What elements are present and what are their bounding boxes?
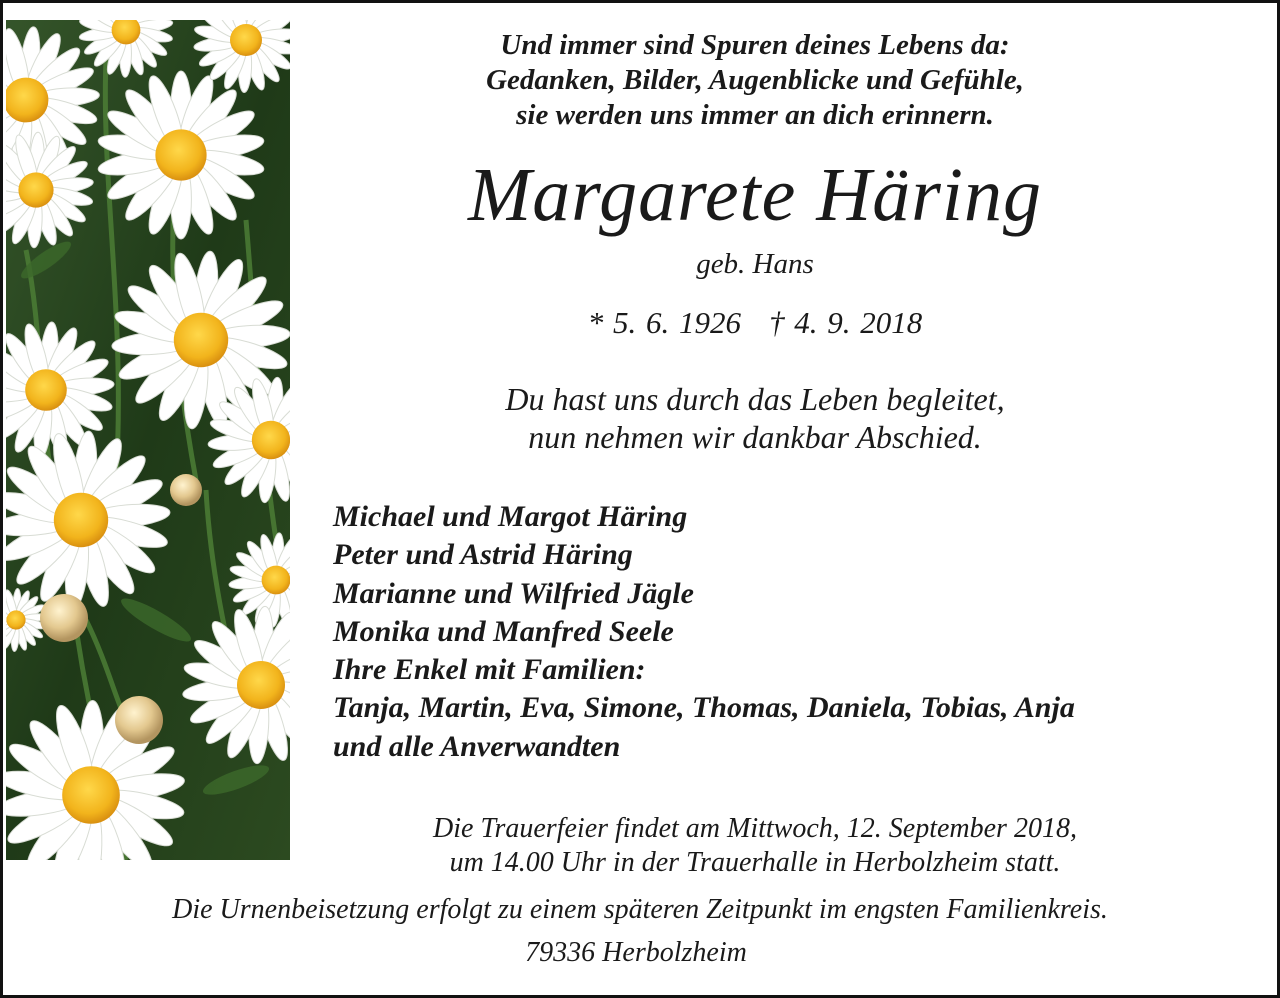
verse-line: nun nehmen wir dankbar Abschied. — [528, 419, 982, 455]
funeral-ceremony-info — [290, 812, 1220, 880]
daisy-bud — [40, 594, 88, 642]
daisy-bud — [115, 696, 163, 744]
mourner-entry: und alle Anverwandten — [333, 729, 621, 763]
opening-quote — [290, 28, 1220, 133]
life-dates — [290, 304, 1220, 342]
farewell-verse — [290, 380, 1220, 456]
ceremony-line: um 14.00 Uhr in der Trauerhalle in Herbolzheim statt. — [449, 847, 1061, 878]
verse-line: Du hast uns durch das Leben begleitet, — [505, 381, 1005, 417]
mourner-entry: Marianne und Wilfried Jägle — [333, 576, 694, 610]
deceased-name: Margarete Häring — [468, 153, 1042, 237]
mourner-entry: Monika und Manfred Seele — [333, 614, 674, 648]
place-line — [0, 936, 1280, 970]
mourner-entry: Tanja, Martin, Eva, Simone, Thomas, Daniela, Tobias, Anja — [333, 691, 1075, 725]
daisy-bud — [170, 474, 202, 506]
birth-date: * 5. 6. 1926 — [587, 305, 741, 340]
mourner-entry: Michael und Margot Häring — [333, 500, 688, 533]
quote-line: Und immer sind Spuren deines Lebens da: — [500, 29, 1010, 61]
mourner-entry: Ihre Enkel mit Familien: — [333, 653, 646, 687]
daisy-flowers-photo — [6, 20, 290, 860]
death-date: † 4. 9. 2018 — [769, 305, 923, 340]
quote-line: sie werden uns immer an dich erinnern. — [516, 99, 994, 131]
ceremony-line: Die Trauerfeier findet am Mittwoch, 12. September 2018, — [433, 813, 1077, 844]
quote-line: Gedanken, Bilder, Augenblicke und Gefühle, — [486, 64, 1024, 96]
mourners-list — [333, 498, 1075, 766]
mourner-entry: Peter und Astrid Häring — [333, 538, 633, 572]
urn-burial-info: Die Urnenbeisetzung erfolgt zu einem späteren Zeitpunkt im engsten Familienkreis. — [172, 894, 1108, 925]
maiden-name: geb. Hans — [696, 248, 814, 280]
place-postal: 79336 Herbolzheim — [525, 937, 747, 968]
